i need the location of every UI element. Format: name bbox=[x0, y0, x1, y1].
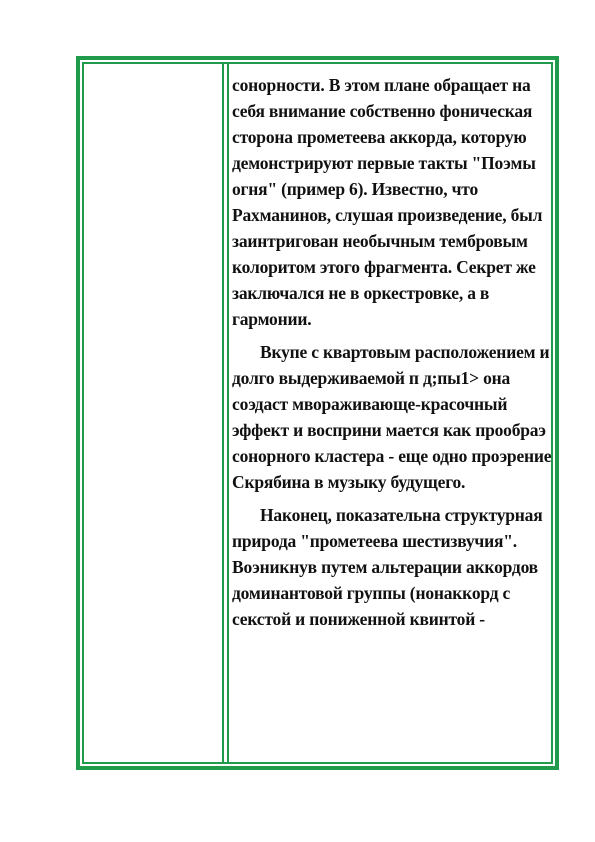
left-margin-cell bbox=[84, 64, 222, 762]
paragraph-quartal-voicing: Вкупе с квартовым расположением и долго выдерживаемой п д;пы1> она соэдаст мвораживающе-красочный эффект и восприни мается как прообраэ сонорного кластера - еще одно проэрение Скрябина в музыку будущего. bbox=[232, 342, 552, 492]
paragraph-continuation: сонорности. В этом плане обращает на себя внимание собственно фоническая сторона прометеева аккорда, которую демонстрируют первые такты "Поэмы огня" (пример 6). Известно, что Рахманинов, слушая произведение, был заинтригован необычным тембровым колоритом этого фрагмента. Секрет же заключался не в оркестровке, а в гармонии. bbox=[232, 75, 543, 329]
paragraph-structural-nature: Наконец, показательна структурная природа "прометеева шестизвучия". Воэникнув путем альтерации аккордов доминантовой группы (нонаккорд с секстой и пониженной квинтой - bbox=[232, 505, 543, 629]
body-text-cell bbox=[232, 72, 552, 762]
column-divider bbox=[222, 62, 224, 764]
column-divider-second-line bbox=[227, 62, 229, 764]
